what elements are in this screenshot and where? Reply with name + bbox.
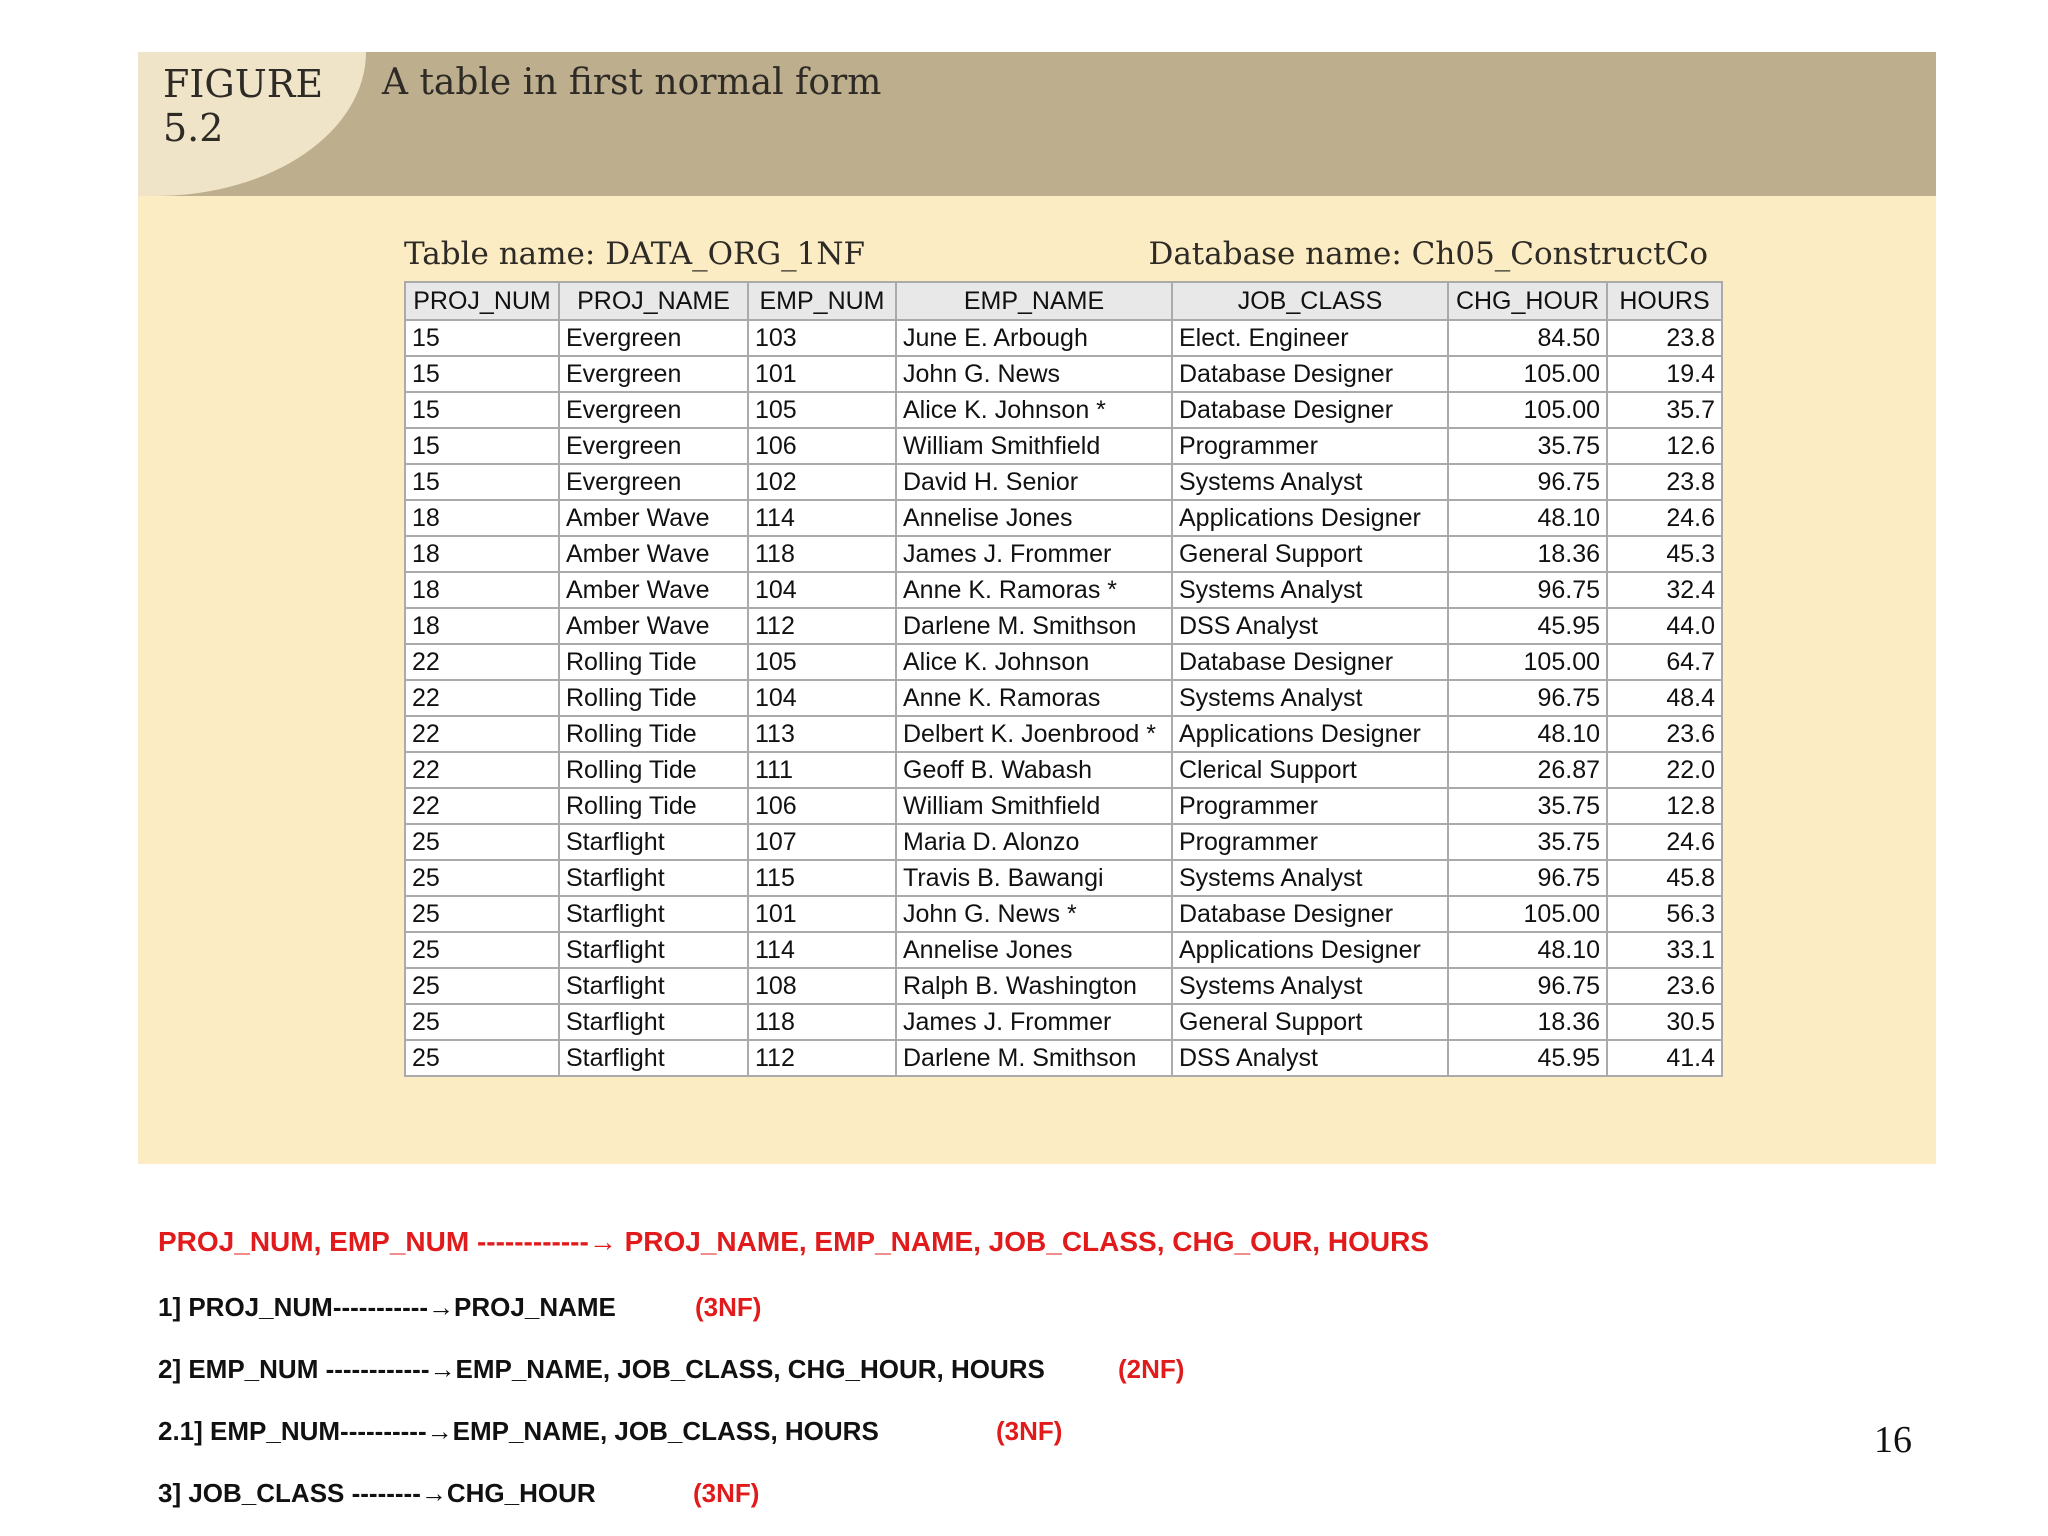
full-dependency-note: PROJ_NUM, EMP_NUM ------------→ PROJ_NAME, EMP_NAME, JOB_CLASS, CHG_OUR, HOURS: [158, 1226, 1429, 1257]
table-cell: 104: [748, 680, 896, 716]
table-cell: 56.3: [1607, 896, 1722, 932]
table-cell: 107: [748, 824, 896, 860]
table-cell: 18: [405, 608, 559, 644]
table-row: [405, 428, 1722, 464]
table-cell: 26.87: [1448, 752, 1607, 788]
table-cell: 22: [405, 752, 559, 788]
table-cell: Amber Wave: [559, 608, 748, 644]
table-cell: Database Designer: [1172, 896, 1448, 932]
table-cell: 106: [748, 428, 896, 464]
table-cell: Evergreen: [559, 356, 748, 392]
table-cell: Systems Analyst: [1172, 860, 1448, 896]
table-cell: Alice K. Johnson: [896, 644, 1172, 680]
table-cell: 15: [405, 428, 559, 464]
table-cell: 113: [748, 716, 896, 752]
table-cell: 84.50: [1448, 320, 1607, 356]
table-header-row: [405, 282, 1722, 320]
table-body: [405, 320, 1722, 1076]
table-cell: Rolling Tide: [559, 680, 748, 716]
table-cell: June E. Arbough: [896, 320, 1172, 356]
table-cell: John G. News: [896, 356, 1172, 392]
table-row: [405, 464, 1722, 500]
table-row: [405, 860, 1722, 896]
table-row: [405, 644, 1722, 680]
database-name: Database name: Ch05_ConstructCo: [1148, 236, 1708, 272]
table-cell: 96.75: [1448, 572, 1607, 608]
table-cell: 104: [748, 572, 896, 608]
table-cell: 64.7: [1607, 644, 1722, 680]
table-row: [405, 788, 1722, 824]
table-cell: 25: [405, 932, 559, 968]
table-cell: 111: [748, 752, 896, 788]
table-cell: 25: [405, 1004, 559, 1040]
table-cell: James J. Frommer: [896, 536, 1172, 572]
table-row: [405, 392, 1722, 428]
table-cell: 15: [405, 320, 559, 356]
table-cell: 105: [748, 392, 896, 428]
page-number: 16: [1874, 1419, 1912, 1461]
dependency-line-4: 3] JOB_CLASS --------→CHG_HOUR: [158, 1478, 596, 1508]
table-cell: Rolling Tide: [559, 716, 748, 752]
table-cell: 105.00: [1448, 644, 1607, 680]
table-row: [405, 680, 1722, 716]
table-cell: Evergreen: [559, 464, 748, 500]
table-row: [405, 536, 1722, 572]
table-cell: 25: [405, 968, 559, 1004]
table-cell: Programmer: [1172, 788, 1448, 824]
table-cell: 19.4: [1607, 356, 1722, 392]
table-cell: Ralph B. Washington: [896, 968, 1172, 1004]
table-row: [405, 716, 1722, 752]
figure-number: 5.2: [163, 106, 224, 150]
table-cell: 48.10: [1448, 932, 1607, 968]
table-cell: Rolling Tide: [559, 752, 748, 788]
figure-tab: [138, 52, 366, 196]
column-header: CHG_HOUR: [1448, 282, 1607, 320]
table-cell: Starflight: [559, 860, 748, 896]
table-cell: 101: [748, 896, 896, 932]
column-header: JOB_CLASS: [1172, 282, 1448, 320]
table-row: [405, 896, 1722, 932]
table-cell: Systems Analyst: [1172, 572, 1448, 608]
table-cell: Evergreen: [559, 428, 748, 464]
table-cell: Rolling Tide: [559, 644, 748, 680]
table-cell: 114: [748, 932, 896, 968]
table-cell: Elect. Engineer: [1172, 320, 1448, 356]
table-cell: Starflight: [559, 968, 748, 1004]
table-cell: 18: [405, 500, 559, 536]
table-cell: Programmer: [1172, 824, 1448, 860]
table-cell: 48.10: [1448, 716, 1607, 752]
column-header: EMP_NUM: [748, 282, 896, 320]
table-cell: Darlene M. Smithson: [896, 608, 1172, 644]
table-cell: 114: [748, 500, 896, 536]
table-cell: Starflight: [559, 824, 748, 860]
table-cell: 118: [748, 536, 896, 572]
table-cell: Systems Analyst: [1172, 680, 1448, 716]
dependency-line-3: 2.1] EMP_NUM----------→EMP_NAME, JOB_CLASS, HOURS: [158, 1416, 879, 1446]
table-row: [405, 968, 1722, 1004]
table-cell: 35.75: [1448, 788, 1607, 824]
table-cell: Anne K. Ramoras *: [896, 572, 1172, 608]
table-cell: 102: [748, 464, 896, 500]
dependency-tag-4: (3NF): [693, 1478, 760, 1508]
table-cell: 33.1: [1607, 932, 1722, 968]
table-cell: 105: [748, 644, 896, 680]
dependency-tag-2: (2NF): [1118, 1354, 1185, 1384]
table-row: [405, 824, 1722, 860]
table-cell: Starflight: [559, 1040, 748, 1076]
table-cell: DSS Analyst: [1172, 608, 1448, 644]
table-cell: 96.75: [1448, 968, 1607, 1004]
table-row: [405, 1040, 1722, 1076]
table-cell: 22: [405, 680, 559, 716]
table-cell: Travis B. Bawangi: [896, 860, 1172, 896]
table-cell: Applications Designer: [1172, 716, 1448, 752]
table-cell: Alice K. Johnson *: [896, 392, 1172, 428]
table-cell: Clerical Support: [1172, 752, 1448, 788]
table-cell: Maria D. Alonzo: [896, 824, 1172, 860]
figure-title: A table in first normal form: [382, 62, 882, 103]
table-cell: 15: [405, 392, 559, 428]
table-row: [405, 500, 1722, 536]
dependency-tag-3: (3NF): [996, 1416, 1063, 1446]
table-cell: Annelise Jones: [896, 932, 1172, 968]
table-cell: 24.6: [1607, 824, 1722, 860]
table-cell: 18: [405, 536, 559, 572]
table-cell: Database Designer: [1172, 392, 1448, 428]
table-cell: 25: [405, 896, 559, 932]
table-cell: 12.8: [1607, 788, 1722, 824]
table-cell: William Smithfield: [896, 788, 1172, 824]
table-cell: 23.6: [1607, 716, 1722, 752]
table-cell: 15: [405, 464, 559, 500]
table-cell: Starflight: [559, 1004, 748, 1040]
table-cell: DSS Analyst: [1172, 1040, 1448, 1076]
table-cell: David H. Senior: [896, 464, 1172, 500]
table-cell: Starflight: [559, 896, 748, 932]
table-cell: Geoff B. Wabash: [896, 752, 1172, 788]
table-cell: 48.4: [1607, 680, 1722, 716]
column-header: PROJ_NAME: [559, 282, 748, 320]
table-cell: 112: [748, 1040, 896, 1076]
table-cell: 45.95: [1448, 608, 1607, 644]
table-cell: Anne K. Ramoras: [896, 680, 1172, 716]
table-cell: General Support: [1172, 1004, 1448, 1040]
table-cell: Delbert K. Joenbrood *: [896, 716, 1172, 752]
table-cell: 22: [405, 644, 559, 680]
table-row: [405, 932, 1722, 968]
table-cell: 25: [405, 1040, 559, 1076]
table-cell: 18: [405, 572, 559, 608]
table-cell: Amber Wave: [559, 572, 748, 608]
table-cell: 23.8: [1607, 464, 1722, 500]
table-cell: Systems Analyst: [1172, 968, 1448, 1004]
table-cell: Evergreen: [559, 320, 748, 356]
table-cell: Applications Designer: [1172, 500, 1448, 536]
table-cell: Annelise Jones: [896, 500, 1172, 536]
table-cell: 30.5: [1607, 1004, 1722, 1040]
table-cell: Rolling Tide: [559, 788, 748, 824]
table-cell: 45.8: [1607, 860, 1722, 896]
table-cell: John G. News *: [896, 896, 1172, 932]
table-cell: 25: [405, 824, 559, 860]
table-cell: 18.36: [1448, 536, 1607, 572]
table-cell: 35.75: [1448, 824, 1607, 860]
table-row: [405, 356, 1722, 392]
table-cell: 112: [748, 608, 896, 644]
table-cell: 22: [405, 788, 559, 824]
table-cell: 22.0: [1607, 752, 1722, 788]
table-cell: William Smithfield: [896, 428, 1172, 464]
figure-panel: [138, 52, 1936, 1164]
table-cell: James J. Frommer: [896, 1004, 1172, 1040]
table-cell: 18.36: [1448, 1004, 1607, 1040]
table-cell: 106: [748, 788, 896, 824]
table-cell: 108: [748, 968, 896, 1004]
table-cell: 96.75: [1448, 860, 1607, 896]
table-cell: Amber Wave: [559, 536, 748, 572]
table-cell: General Support: [1172, 536, 1448, 572]
table-cell: 32.4: [1607, 572, 1722, 608]
table-cell: 105.00: [1448, 356, 1607, 392]
table-cell: 45.3: [1607, 536, 1722, 572]
table-cell: 101: [748, 356, 896, 392]
table-cell: 48.10: [1448, 500, 1607, 536]
table-cell: 23.6: [1607, 968, 1722, 1004]
table-row: [405, 1004, 1722, 1040]
dependency-line-2: 2] EMP_NUM ------------→EMP_NAME, JOB_CLASS, CHG_HOUR, HOURS: [158, 1354, 1045, 1384]
table-cell: 96.75: [1448, 680, 1607, 716]
table-cell: 22: [405, 716, 559, 752]
table-cell: 23.8: [1607, 320, 1722, 356]
table-name: Table name: DATA_ORG_1NF: [404, 236, 865, 272]
table-cell: 45.95: [1448, 1040, 1607, 1076]
table-cell: Amber Wave: [559, 500, 748, 536]
table-cell: Programmer: [1172, 428, 1448, 464]
table-cell: Starflight: [559, 932, 748, 968]
table-cell: 115: [748, 860, 896, 896]
table-cell: 24.6: [1607, 500, 1722, 536]
figure-label-word: FIGURE: [163, 62, 324, 106]
figure-label: [163, 62, 323, 150]
figure-header: [138, 52, 1936, 196]
table-cell: 118: [748, 1004, 896, 1040]
table-cell: 12.6: [1607, 428, 1722, 464]
table-cell: Evergreen: [559, 392, 748, 428]
table-cell: 41.4: [1607, 1040, 1722, 1076]
table-cell: Applications Designer: [1172, 932, 1448, 968]
column-header: EMP_NAME: [896, 282, 1172, 320]
table-row: [405, 572, 1722, 608]
dependency-line-1: 1] PROJ_NUM-----------→PROJ_NAME: [158, 1292, 616, 1322]
column-header: PROJ_NUM: [405, 282, 559, 320]
table-row: [405, 752, 1722, 788]
table-cell: 35.75: [1448, 428, 1607, 464]
table-cell: Darlene M. Smithson: [896, 1040, 1172, 1076]
dependency-tag-1: (3NF): [695, 1292, 762, 1322]
table-cell: 44.0: [1607, 608, 1722, 644]
table-cell: 105.00: [1448, 896, 1607, 932]
table-cell: 15: [405, 356, 559, 392]
table-cell: 103: [748, 320, 896, 356]
table-cell: 105.00: [1448, 392, 1607, 428]
column-header: HOURS: [1607, 282, 1722, 320]
table-row: [405, 320, 1722, 356]
table-cell: Database Designer: [1172, 356, 1448, 392]
data-table: [404, 281, 1723, 1077]
table-cell: Systems Analyst: [1172, 464, 1448, 500]
table-cell: 35.7: [1607, 392, 1722, 428]
table-row: [405, 608, 1722, 644]
table-cell: Database Designer: [1172, 644, 1448, 680]
table-cell: 96.75: [1448, 464, 1607, 500]
table-cell: 25: [405, 860, 559, 896]
